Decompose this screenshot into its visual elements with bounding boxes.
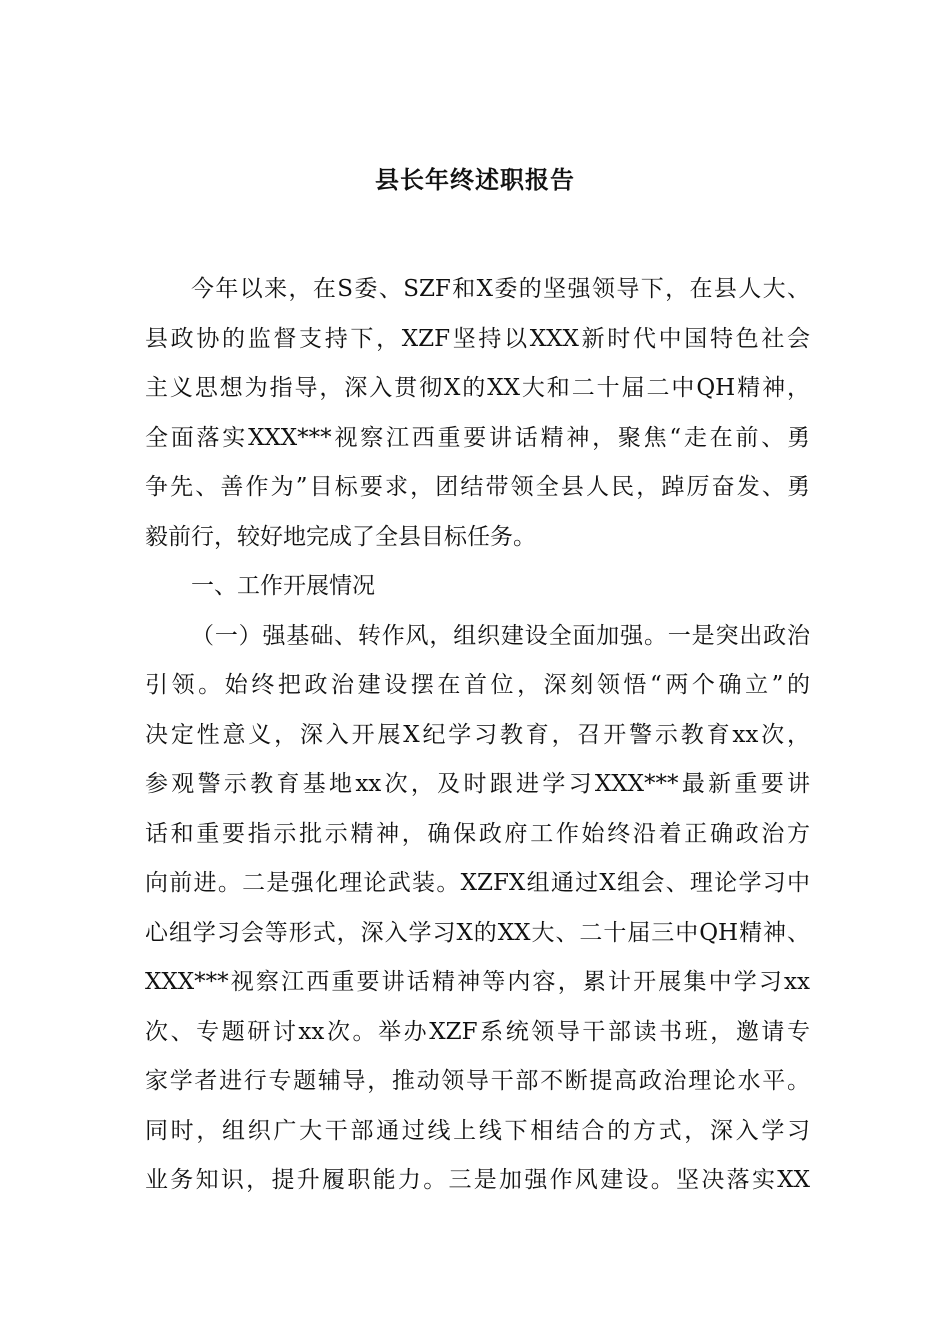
body-line: 争先、善作为”目标要求，团结带领全县人民，踔厉奋发、勇 xyxy=(145,474,810,500)
document-body xyxy=(145,265,810,1206)
body-line: 主义思想为指导，深入贯彻X的XX大和二十届二中QH精神， xyxy=(145,375,810,401)
body-line: 毅前行，较好地完成了全县目标任务。 xyxy=(145,523,536,550)
body-line: 话和重要指示批示精神，确保政府工作始终沿着正确政治方 xyxy=(145,820,810,847)
body-line: 县政协的监督支持下，XZF坚持以XXX新时代中国特色社会 xyxy=(145,325,810,352)
body-line: 决定性意义，深入开展X纪学习教育，召开警示教育xx次， xyxy=(145,721,810,748)
body-line: 同时，组织广大干部通过线上线下相结合的方式，深入学习 xyxy=(145,1117,810,1144)
body-line: 引领。始终把政治建设摆在首位，深刻领悟“两个确立”的 xyxy=(145,672,810,698)
document-title: 县长年终述职报告 xyxy=(375,165,575,194)
body-line: 今年以来，在S委、SZF和X委的坚强领导下，在县人大、 xyxy=(191,276,810,302)
body-line: XXX***视察江西重要讲话精神等内容，累计开展集中学习xx xyxy=(145,969,810,995)
body-line: （一）强基础、转作风，组织建设全面加强。一是突出政治 xyxy=(191,622,810,649)
body-line: 次、专题研讨xx次。举办XZF系统领导干部读书班，邀请专 xyxy=(145,1018,810,1045)
body-line: 业务知识，提升履职能力。三是加强作风建设。坚决落实XX xyxy=(145,1167,810,1193)
body-line: 全面落实XXX***视察江西重要讲话精神，聚焦“走在前、勇 xyxy=(145,424,810,451)
body-line: 家学者进行专题辅导，推动领导干部不断提高政治理论水平。 xyxy=(145,1068,810,1094)
body-line: 一、工作开展情况 xyxy=(191,573,375,599)
body-line: 向前进。二是强化理论武装。XZFX组通过X组会、理论学习中 xyxy=(145,870,810,896)
body-line: 参观警示教育基地xx次，及时跟进学习XXX***最新重要讲 xyxy=(145,771,810,797)
body-line: 心组学习会等形式，深入学习X的XX大、二十届三中QH精神、 xyxy=(145,919,810,946)
